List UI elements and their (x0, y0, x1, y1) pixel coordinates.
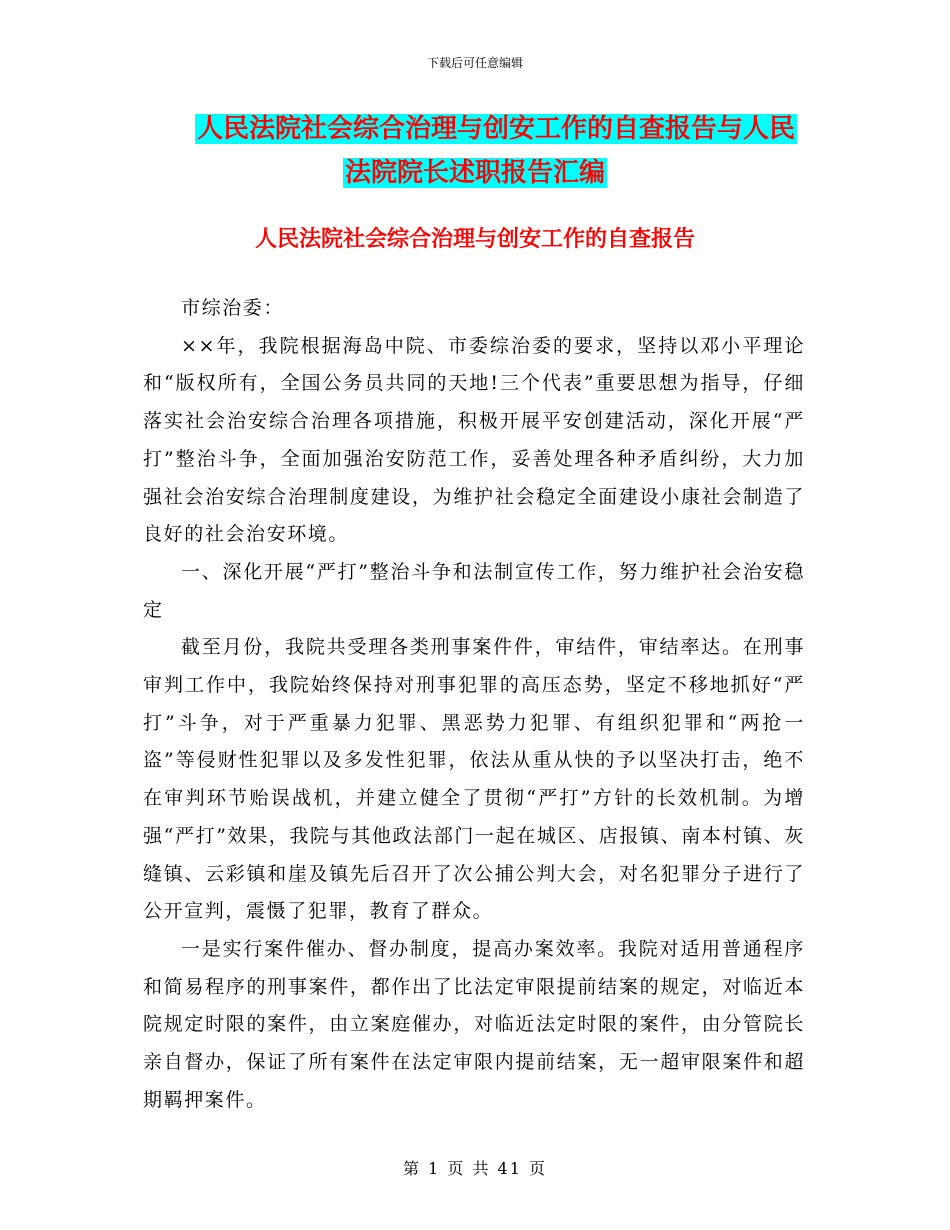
main-title-line-2 (343, 156, 950, 190)
header-note: 下载后可任意编辑 (426, 56, 523, 70)
main-title-line-1-text: 人民法院社会综合治理与创安工作的自查报告与人民 (197, 114, 796, 144)
document-body (143, 290, 805, 1119)
salutation: 市综治委： (181, 297, 285, 319)
main-title-line-1 (195, 112, 815, 146)
paragraph: 一是实行案件催办、督办制度，提高办案效率。我院对适用普通程序和简易程序的刑事案件，都作出了比法定审限提前结案的规定，对临近本院规定时限的案件，由立案庭催办，对临近法定时限的案件，由分管院长亲自督办，保证了所有案件在法定审限内提前结案，无一超审限案件和超期羁押案件。 (143, 937, 805, 1111)
section-title: 人民法院社会综合治理与创安工作的自查报告 (254, 227, 695, 252)
section-heading: 一、深化开展“严打”整治斗争和法制宣传工作，努力维护社会治安稳定 (143, 560, 805, 621)
main-title-line-2-text: 法院院长述职报告汇编 (345, 158, 606, 188)
paragraph: ××年，我院根据海岛中院、市委综治委的要求，坚持以邓小平理论和“版权所有，全国公务员共同的天地!三个代表”重要思想为指导，仔细落实社会治安综合治理各项措施，积极开展平安创建活动，深化开展“严打”整治斗争，全面加强治安防范工作，妥善处理各种矛盾纠纷，大力加强社会治安综合治理制度建设，为维护社会稳定全面建设小康社会制造了良好的社会治安环境。 (143, 334, 805, 546)
page-footer: 第 1 页 共 41 页 (403, 1159, 547, 1178)
paragraph: 截至月份，我院共受理各类刑事案件件，审结件，审结率达。在刑事审判工作中，我院始终保持对刑事犯罪的高压态势，坚定不移地抓好“严打”斗争，对于严重暴力犯罪、黑恶势力犯罪、有组织犯罪和“两抢一盗”等侵财性犯罪以及多发性犯罪，依法从重从快的予以坚决打击，绝不在审判环节贻误战机，并建立健全了贯彻“严打”方针的长效机制。为增强“严打”效果，我院与其他政法部门一起在城区、店报镇、南本村镇、灰缝镇、云彩镇和崖及镇先后召开了次公捕公判大会，对名犯罪分子进行了公开宣判，震慑了犯罪，教育了群众。 (143, 636, 805, 923)
